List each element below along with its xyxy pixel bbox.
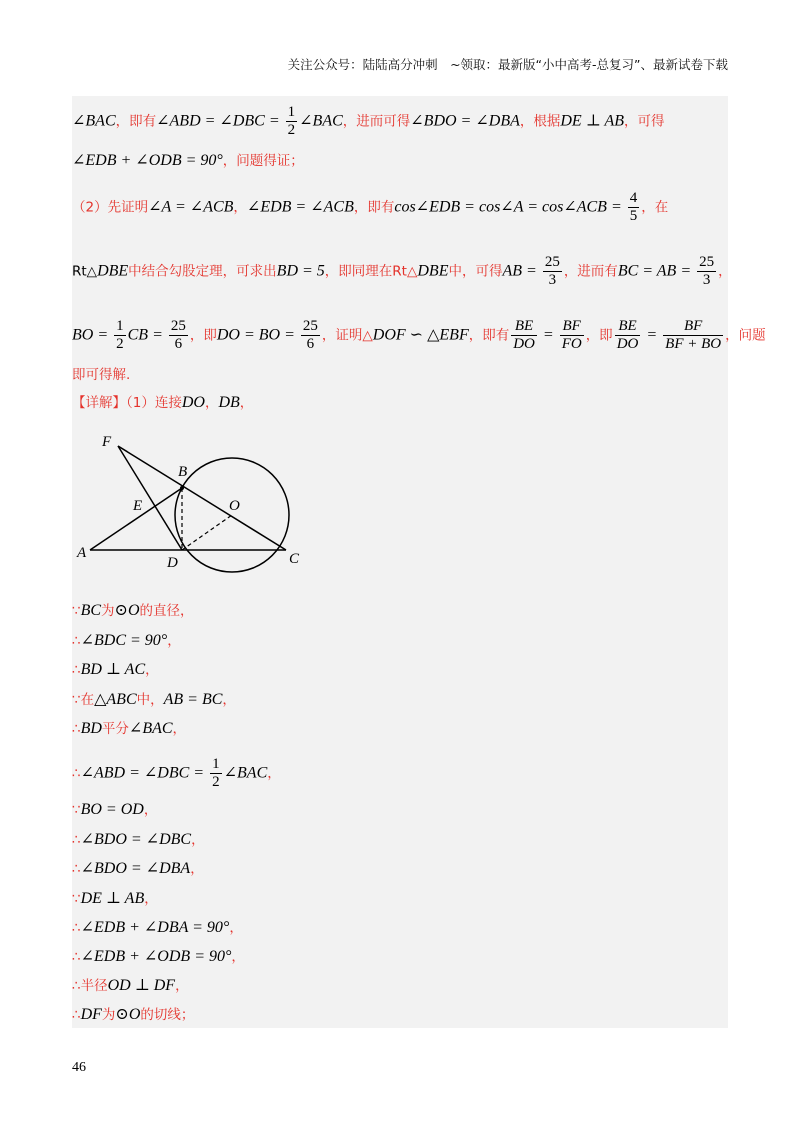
label-a: A	[77, 545, 87, 561]
analysis-line-2: ∠EDB + ∠ODB = 90°，问题得证；	[72, 152, 304, 169]
proof-step-5: ∴BD平分∠BAC，	[72, 720, 187, 737]
fraction: $\frac{25}{6}$	[302, 318, 318, 352]
fraction: $\frac{BE}{DO}$	[513, 318, 535, 352]
proof-step-14: ∴DF为⊙O的切线；	[72, 1006, 195, 1023]
proof-step-11: ∴∠EDB + ∠DBA = 90°，	[72, 919, 243, 936]
fraction: $\frac{BF}{BF + BO}$	[665, 318, 722, 352]
proof-step-13: ∴半径OD ⊥ DF，	[72, 977, 189, 994]
proof-step-8: ∴∠BDO = ∠DBC，	[72, 831, 205, 848]
proof-step-10: ∵DE ⊥ AB，	[72, 890, 158, 907]
label-d: D	[167, 555, 178, 571]
proof-step-2: ∴∠BDC = 90°，	[72, 632, 181, 649]
label-c: C	[289, 551, 300, 567]
label-b: B	[178, 464, 188, 480]
fraction: $\frac{BE}{DO}$	[616, 318, 639, 352]
analysis-line-1: ∠BAC，即有∠ABD = ∠DBC = $\frac{1}{2}$ ∠BAC，进而可得∠BDO = ∠DBA，根据DE ⊥ AB，可得	[72, 104, 665, 138]
fraction: $\frac{25}{3}$	[699, 254, 715, 288]
label-f: F	[102, 434, 112, 450]
proof-step-3: ∴BD ⊥ AC，	[72, 661, 159, 678]
proof-step-12: ∴∠EDB + ∠ODB = 90°，	[72, 948, 245, 965]
geometry-figure	[72, 424, 312, 584]
label-e: E	[133, 498, 143, 514]
fraction: $\frac{1}{2}$	[116, 318, 124, 352]
proof-step-1: ∵BC为⊙O的直径，	[72, 602, 194, 619]
line-od-dashed	[182, 515, 232, 550]
fraction: $\frac{1}{2}$	[212, 756, 220, 790]
solution-content	[72, 96, 766, 1028]
page-number: 46	[72, 1060, 86, 1075]
point-b	[180, 486, 184, 490]
fraction: $\frac{25}{6}$	[170, 318, 186, 352]
analysis-line-4: Rt△DBE中结合勾股定理，可求出BD = 5，即同理在Rt△DBE中，可得AB = $\frac{25}{3}$ ，进而有BC = AB = $\frac{25}{3}$ ，	[72, 254, 732, 288]
proof-step-6: ∴∠ABD = ∠DBC = $\frac{1}{2}$ ∠BAC，	[72, 756, 281, 790]
proof-step-7: ∵BO = OD，	[72, 801, 158, 818]
page-header: 关注公众号：陆陆高分冲刺 ~领取：最新版“小中高考-总复习”、最新试卷下载	[287, 57, 728, 72]
detail-heading: 【详解】（1）连接DO，DB，	[72, 394, 254, 411]
proof-step-9: ∴∠BDO = ∠DBA，	[72, 860, 204, 877]
fraction: $\frac{4}{5}$	[629, 190, 638, 224]
analysis-line-3: （2）先证明∠A = ∠ACB，∠EDB = ∠ACB，即有cos∠EDB = cos∠A = cos∠ACB = $\frac{4}{5}$ ，在	[72, 190, 669, 224]
analysis-line-6: 即可得解.	[72, 367, 131, 383]
analysis-line-5: BO = $\frac{1}{2}$ CB = $\frac{25}{6}$ ，即DO = BO = $\frac{25}{6}$ ，证明△DOF ∽ △EBF，即有 $\frac{BE}{DO}$ = $\frac{BF}{FO}$ ，即 $\frac{BE}{DO}$ = $\frac{BF}{BF + BO}$ ，问题	[72, 318, 766, 352]
line-fc	[118, 446, 286, 550]
fraction: $\frac{BF}{FO}$	[561, 318, 582, 352]
fraction: $\frac{1}{2}$	[287, 104, 296, 138]
label-o: O	[229, 498, 240, 514]
proof-step-4: ∵在△ABC中，AB = BC，	[72, 691, 236, 708]
line-fd	[118, 446, 182, 550]
fraction: $\frac{25}{3}$	[544, 254, 560, 288]
